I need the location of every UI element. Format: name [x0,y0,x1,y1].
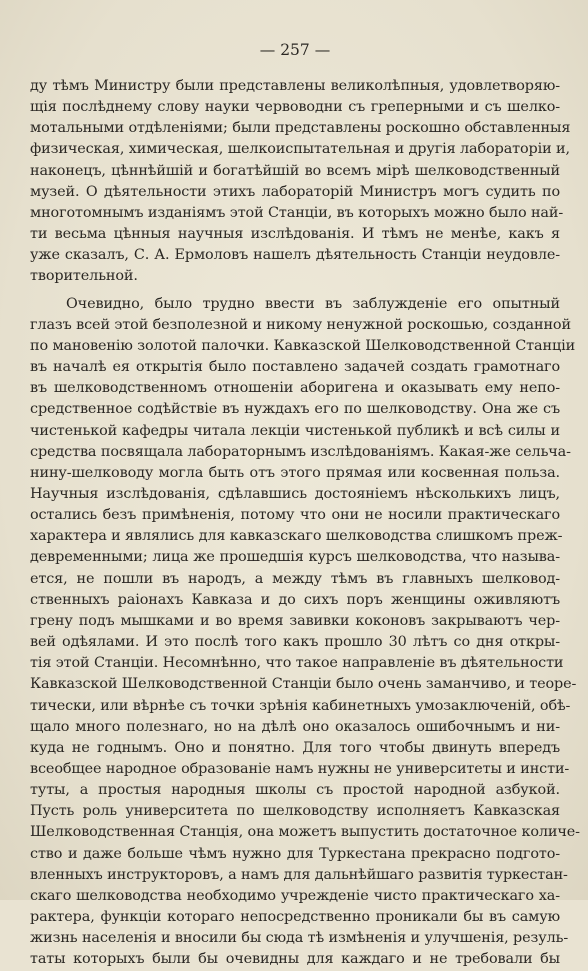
text-line: остались безъ примѣненія, потому что они не носили практическаго [30,507,560,524]
text-line: таты которыхъ были бы очевидны для каждаго и не требовали бы [30,951,560,968]
text-line: ти весьма цѣнныя научныя изслѣдованія. И тѣмъ не менѣе, какъ я [30,226,560,243]
text-line: музей. О дѣятельности этихъ лабораторій Министръ могъ судить по [30,183,560,200]
text-line: нину-шелководу могла быть отъ этого прямая или косвенная польза. [30,464,560,481]
text-line: щія послѣднему слову науки червоводни съ греперными и съ шелко- [30,99,560,116]
text-line: по мановенію золотой палочки. Кавказской Шелководственной Станціи [30,337,576,354]
text-line: глазъ всей этой безполезной и никому ненужной роскошью, созданной [30,316,571,333]
text-line: Шелководственная Станція, она можетъ выпустить достаточное количе- [30,824,580,841]
text-line: характера и являлись для кавказскаго шелководства слишкомъ преж- [30,528,563,545]
text-line: девременными; лица же прошедшія курсъ шелководства, что называ- [30,549,560,566]
text-line: куда не годнымъ. Оно и понятно. Для того чтобы двинуть впередъ [30,739,560,756]
text-line: творительной. [30,268,138,285]
text-line: тія этой Станціи. Несомнѣнно, что такое направленіе въ дѣятельности [30,655,564,672]
text-line: Кавказской Шелководственной Станціи было очень заманчиво, и теоре- [30,676,577,693]
text-line: уже сказалъ, С. А. Ермоловъ нашелъ дѣятельность Станціи неудовле- [30,247,560,264]
text-line: Научныя изслѣдованія, сдѣлавшись достояніемъ нѣсколькихъ лицъ, [30,485,560,502]
text-line: наконецъ, цѣннѣйшій и богатѣйшій во всемъ мірѣ шелководственный [30,162,560,179]
text-line: Пусть роль университета по шелководству исполняетъ Кавказская [30,803,560,820]
text-line: туты, а простыя народныя школы съ простой народной азбукой. [30,782,560,799]
text-line: въ началѣ ея открытія было поставлено задачей создать грамотнаго [30,359,560,376]
text-line: средственное содѣйствіе въ нуждахъ его по шелководству. Она же съ [30,401,560,418]
text-line: вей одѣялами. И это послѣ того какъ прошло 30 лѣтъ со дня откры- [30,634,560,651]
text-line: ственныхъ раіонахъ Кавказа и до сихъ поръ женщины оживляютъ [30,591,560,608]
paragraph [30,294,580,971]
text-line: всеобщее народное образованіе намъ нужны не университеты и инсти- [30,761,570,777]
text-line: скаго шелководства необходимо учрежденіе чисто практическаго ха- [30,887,560,904]
text-line: ство и даже больше чѣмъ нужно для Туркестана прекрасно подгото- [30,845,560,862]
text-line: ду тѣмъ Министру были представлены великолѣпныя, удовлетворяю- [30,78,560,94]
text-line: щало много полезнаго, но на дѣлѣ оно оказалось ошибочнымъ и ни- [30,718,560,735]
text-line: рактера, функціи котораго непосредственно проникали бы въ самую [30,909,560,926]
text-line: средства посвящала лабораторнымъ изслѣдованіямъ. Какая-же сельча- [30,443,571,460]
text-line: въ шелководственномъ отношеніи аборигена и оказывать ему непо- [30,380,560,397]
text-line: многотомнымъ изданіямъ этой Станціи, въ которыхъ можно было най- [30,204,564,221]
text-line: мотальными отдѣленіями; были представлены роскошно обставленныя [30,120,571,137]
paragraph [30,76,571,288]
text-line: Очевидно, было трудно ввести въ заблужденіе его опытный [66,295,560,312]
body-text [30,76,580,971]
text-line: грену подъ мышками и во время завивки коконовъ закрываютъ чер- [30,612,560,629]
text-line: ется, не пошли въ народъ, а между тѣмъ въ главныхъ шелковод- [30,570,560,587]
text-line: чистенькой кафедры читала лекціи чистенькой публикѣ и всѣ силы и [30,422,560,439]
text-line: тически, или вѣрнѣе съ точки зрѣнія кабинетныхъ умозаключеній, обѣ- [30,697,571,714]
page-number: — 257 — [259,41,331,59]
text-line: вленныхъ инструкторовъ, а намъ для дальнѣйшаго развитія туркестан- [30,866,568,883]
text-line: физическая, химическая, шелкоиспытательная и другія лабораторіи и, [30,141,570,158]
text-line: жизнь населенія и вносили бы сюда тѣ измѣненія и улучшенія, резуль- [30,930,569,947]
